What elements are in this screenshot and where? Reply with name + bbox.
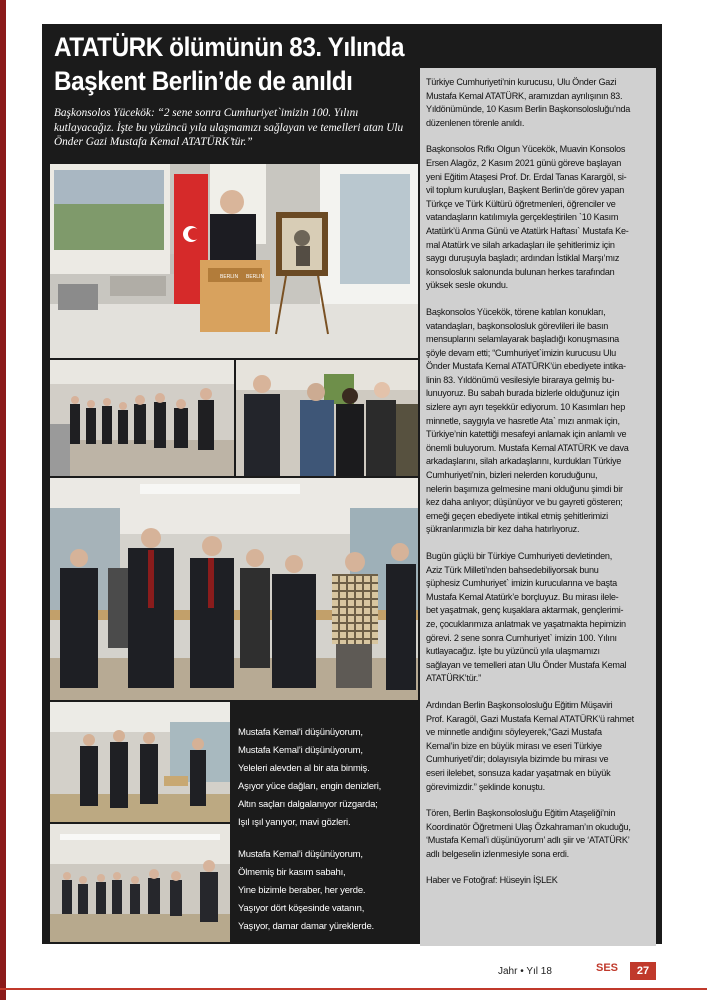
article-line: arkadaşlarını, silah arkadaşlarını, kurdukları Türkiye (426, 456, 622, 467)
article-line: şüphesiz Cumhuriyet` imizin kurucularına ve başta (426, 578, 617, 589)
lectern-text-right: BERLIN (246, 274, 265, 280)
article-line: Cumhuriyeti’nin, bizleri nelerden koruduğunu, (426, 470, 598, 481)
article-line: vil toplum kuruluşları, Başkent Berlin’de görev yapan (426, 185, 625, 196)
article-line: Haber ve Fotoğraf: Hüseyin İŞLEK (426, 875, 558, 886)
page-number: 27 (630, 962, 656, 980)
article-line: Bugün güçlü bir Türkiye Cumhuriyeti devletinden, (426, 551, 612, 561)
photo-audience-image (50, 702, 230, 822)
poem-line: Yeleleri alevden al bir ata binmiş. (238, 763, 370, 774)
article-line: Mustafa Kemal ATATÜRK, aramızdan ayrılışının 83. (426, 90, 623, 101)
article-paragraph-6 (426, 807, 650, 861)
article-line: linin 83. Yıldönümü vesilesiyle biraraya gelmiş bu- (426, 374, 615, 385)
article-line: Kemal’in bize en büyük mirası ve eseri Türkiye (426, 740, 602, 751)
photo-reception-hall-image (50, 824, 230, 942)
article-line: ‘Mustafa Kemal’i düşünüyorum’ adlı şiir ve ‘ATATÜRK’ (426, 835, 630, 846)
photo-greeting-image (236, 360, 418, 476)
article-line: ve minnetle andığını söyleyerek,“Gazi Mustafa (426, 727, 602, 738)
page-edge-accent (0, 0, 6, 1000)
article-line: nelerin başımıza gelmesine mani olduğunu şimdi bir (426, 483, 623, 494)
article-line: Türkçe ve Türk Kültürü öğretmenleri, öğrenciler ve (426, 198, 616, 209)
page-title (54, 30, 414, 98)
title-line-1: ATATÜRK ölümünün 83. Yılında (54, 32, 405, 62)
poem-line: Işıl ışıl yanıyor, mavi gözleri. (238, 817, 351, 828)
article-line: mensuplarını selamlayarak başladığı konuşmasına (426, 334, 619, 345)
poem-line: Yine bizimle beraber, her yerde. (238, 885, 366, 896)
poem-line: Ölmemiş bir kasım sabahı, (238, 867, 346, 878)
footer-rule (0, 988, 707, 990)
poem-line: Mustafa Kemal’i düşünüyorum, (238, 745, 363, 756)
article-paragraph-3 (426, 306, 650, 537)
article-line: Cumhuriyeti’dir; dolayısıyla bizimde bu mirası ve (426, 754, 609, 765)
article-paragraph-2 (426, 143, 650, 293)
article-line: kez daha anlıyor; düşünüyor ve bu gayreti gösteren; (426, 497, 623, 508)
photo-hallway-crowd-image (50, 360, 234, 476)
poem-line: Mustafa Kemal’i düşünüyorum, (238, 849, 363, 860)
article-line: yeni Eğitim Ataşesi Prof. Dr. Erdal Tanas Karargöl, si- (426, 171, 627, 182)
photo-group-image (50, 478, 418, 700)
article-line: sağlayan ve temelleri atan Ulu Önder Mustafa Kemal (426, 659, 627, 670)
article-paragraph-4 (426, 550, 650, 686)
article-line: Koordinatör Öğretmeni Ulaş Özkahraman’ın okuduğu, (426, 821, 631, 832)
photo-reception-hall (50, 824, 230, 942)
article-line: vatandaşları, başkonsolosluk görevlileri ile basın (426, 320, 609, 331)
article-line: Atatürk’ü Anma Günü ve Atatürk Haftası` Mustafa Ke- (426, 225, 629, 236)
photo-greeting (236, 360, 418, 476)
article-line: Türkiye’nin katettiği mesafeyi anlamak için anlamlı ve (426, 429, 627, 440)
article-line: eseri ilelebet, sonsuza kadar yaşatmak en büyük (426, 767, 611, 778)
photo-group (50, 478, 418, 700)
poem-stanza-2 (238, 846, 414, 936)
article-line: saygı duruşuyla başladı; ardından İstiklal Marşı’mız (426, 253, 620, 264)
article-line: konsolosluk salonunda bulunan herkes tarafından (426, 266, 615, 277)
article-line: şöyle devam etti; “Cumhuriyet`imizin kurucusu Ulu (426, 347, 616, 358)
article-body (420, 68, 656, 946)
footer-issue-label: Jahr • Yıl 18 (498, 966, 552, 977)
subtitle-quote: Başkonsolos Yücekök: “2 sene sonra Cumhuriyet`imizin 100. Yılını kutlayacağız. İşte bu yüzüncü yıla ulaşmamızı sağlayan ve temelleri atan Ulu Önder Gazi Mustafa Kemal ATATÜRK’tür.” (54, 107, 404, 148)
photo-audience (50, 702, 230, 822)
article-paragraph-5 (426, 699, 650, 794)
article-line: Önder Mustafa Kemal ATATÜRK’ün ebediyete intika- (426, 361, 626, 372)
article-line: sizlere ayrı ayrı teşekkür ediyorum. 10 Kasımları hep (426, 402, 626, 413)
article-line: minnetle, saygıyla ve hasretle Ata` mızı anmak için, (426, 415, 620, 426)
article-line: önemli buluyorum. Mustafa Kemal ATATÜRK ve dava (426, 442, 629, 453)
poem-box (232, 720, 420, 940)
article-line: Türkiye Cumhuriyeti’nin kurucusu, Ulu Önder Gazi (426, 77, 617, 87)
headline-box (46, 26, 418, 162)
article-line: kutlayacağız. İşte bu yüzüncü yıla ulaşmamızı (426, 646, 600, 657)
article-line: Yıldönümünde, 10 Kasım Berlin Başkonsolosluğu’nda (426, 104, 631, 115)
article-paragraph-1 (426, 76, 650, 130)
article-line: adlı belgeselin izlenmesiyle sona erdi. (426, 848, 569, 859)
article-line: görevi. 2 sene sonra Cumhuriyet` imizin 100. Yılını (426, 632, 617, 643)
poem-line: Altın saçları dalgalanıyor rüzgarda; (238, 799, 378, 810)
article-line: Ardından Berlin Başkonsolosluğu Eğitim Müşaviri (426, 699, 613, 710)
article-line: vatandaşların katılımıyla gerçekleştirilen `10 Kasım (426, 212, 619, 223)
article-line: Tören, Berlin Başkonsolosluğu Eğitim Ataşeliği’nin (426, 808, 616, 819)
article-line: görevimizdir.” şeklinde konuştu. (426, 781, 545, 792)
poem-stanza-1 (238, 724, 414, 832)
article-line: Başkonsolos Rıfkı Olgun Yücekök, Muavin Konsolos (426, 144, 626, 155)
article-line: lunuyoruz. Bu sabah burada bizlerle olduğunuz için (426, 388, 620, 399)
article-line: Ersen Alagöz, 2 Kasım 2021 günü göreve başlayan (426, 157, 622, 168)
photo-speaker-lectern-image (50, 164, 418, 358)
article-line: Mustafa Kemal Atatürk’e borçluyuz. Bu mirası ilele- (426, 591, 619, 602)
lectern-text-left: BERLIN (220, 274, 239, 280)
title-line-2: Başkent Berlin’de de anıldı (54, 66, 353, 96)
poem-line: Yaşıyor dört köşesinde vatanın, (238, 903, 365, 914)
photo-hallway-crowd (50, 360, 234, 476)
footer-logo: SES (596, 962, 619, 974)
poem-line: Aşıyor yüce dağları, engin denizleri, (238, 781, 382, 792)
poem-line: Mustafa Kemal’i düşünüyorum, (238, 727, 363, 738)
article-line: düzenlenen törenle anıldı. (426, 117, 525, 128)
article-line: Başkonsolos Yücekök, törene katılan konukları, (426, 306, 606, 317)
poem-line: Yaşıyor, damar damar yüreklerde. (238, 921, 374, 932)
article-line: Aziz Türk Milleti’nden bahsedebiliyorsak bunu (426, 564, 599, 575)
photo-speaker-lectern (50, 164, 418, 358)
article-credit (426, 874, 650, 888)
article-line: emeği geçen ebediyete intikal etmiş şehitlerimizi (426, 510, 608, 521)
article-line: mal Atatürk ve silah arkadaşları ile şehitlerimiz için (426, 239, 615, 250)
article-line: ze, çocuklarımıza anlatmak ve yaşatmakta hepimizin (426, 618, 626, 629)
article-line: yüksek sesle okundu. (426, 280, 508, 291)
article-line: ATATÜRK’tür.” (426, 673, 481, 684)
article-line: şükranlarımızla bir kez daha hatırlıyoruz. (426, 524, 580, 535)
article-line: bet yaşatmak, genç kuşaklara aktarmak, gençlerimi- (426, 605, 624, 616)
article-line: Prof. Karagöl, Gazi Mustafa Kemal ATATÜRK’ü rahmet (426, 713, 634, 724)
